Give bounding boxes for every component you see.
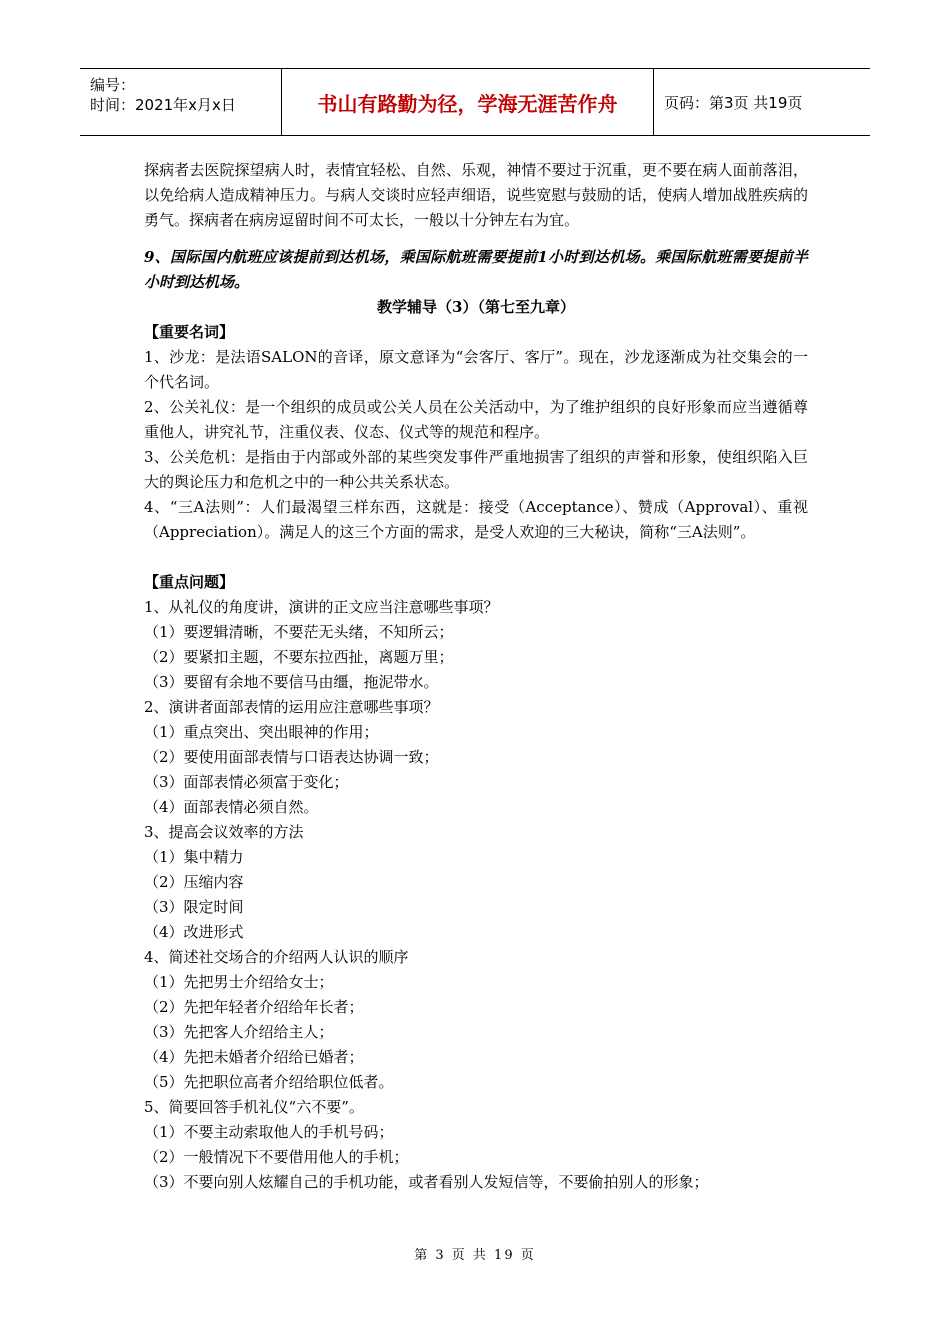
term-item: 1、沙龙：是法语SALON的音译，原文意译为“会客厅、客厅”。现在，沙龙逐渐成为社交集会的一个代名词。 [144,348,808,391]
question-line: （1）重点突出、突出眼神的作用； [144,723,379,741]
question-line: （4）改进形式 [144,923,244,941]
question-line: 5、简要回答手机礼仪“六不要”。 [144,1098,364,1116]
question-line: 4、简述社交场合的介绍两人认识的顺序 [144,948,409,966]
header-date: 时间：2021年x月x日 [90,96,236,114]
question-line: （1）要逻辑清晰，不要茫无头绪，不知所云； [144,623,454,641]
header-motto: 书山有路勤为径，学海无涯苦作舟 [282,69,654,135]
question-line: （2）要紧扣主题，不要东拉西扯，离题万里； [144,648,454,666]
questions-heading: 【重点问题】 [144,573,235,591]
question-line: （3）面部表情必须富于变化； [144,773,349,791]
question-line: （4）先把未婚者介绍给已婚者； [144,1048,364,1066]
page-header [80,68,870,136]
question-line: （1）不要主动索取他人的手机号码； [144,1123,394,1141]
intro-paragraph: 探病者去医院探望病人时，表情宜轻松、自然、乐观，神情不要过于沉重，更不要在病人面前落泪，以免给病人造成精神压力。与病人交谈时应轻声细语，说些宽慰与鼓励的话，使病人增加战胜疾病的勇气。探病者在病房逗留时间不可太长，一般以十分钟左右为宜。 [144,161,808,229]
page-footer: 第 3 页 共 19 页 [414,1248,536,1263]
question-line: （3）要留有余地不要信马由缰，拖泥带水。 [144,673,439,691]
question-line: （3）限定时间 [144,898,244,916]
header-page-info: 页码：第3页 共19页 [664,93,803,112]
document-body [144,158,808,1195]
question-line: （5）先把职位高者介绍给职位低者。 [144,1073,394,1091]
question-line: 3、提高会议效率的方法 [144,823,304,841]
question-line: （4）面部表情必须自然。 [144,798,319,816]
term-item: 2、公关礼仪：是一个组织的成员或公关人员在公关活动中，为了维护组织的良好形象而应当遵循尊重他人，讲究礼节，注重仪表、仪态、仪式等的规范和程序。 [144,398,808,441]
terms-heading: 【重要名词】 [144,323,235,341]
question-line: （2）一般情况下不要借用他人的手机； [144,1148,409,1166]
header-meta [80,69,282,135]
question-line: （1）集中精力 [144,848,244,866]
bold-item-9: 9、国际国内航班应该提前到达机场，乘国际航班需要提前1小时到达机场。乘国际航班需要提前半小时到达机场。 [144,248,808,291]
term-item: 3、公关危机：是指由于内部或外部的某些突发事件严重地损害了组织的声誉和形象，使组织陷入巨大的舆论压力和危机之中的一种公共关系状态。 [144,448,808,491]
section-title: 教学辅导（3）（第七至九章） [377,298,575,316]
question-line: （1）先把男士介绍给女士； [144,973,334,991]
header-number: 编号： [90,76,136,94]
question-line: 2、演讲者面部表情的运用应注意哪些事项？ [144,698,439,716]
question-line: （2）先把年轻者介绍给年长者； [144,998,364,1016]
question-line: （2）要使用面部表情与口语表达协调一致； [144,748,439,766]
question-line: 1、从礼仪的角度讲，演讲的正文应当注意哪些事项？ [144,598,499,616]
question-line: （3）先把客人介绍给主人； [144,1023,334,1041]
question-line: （3）不要向别人炫耀自己的手机功能，或者看别人发短信等，不要偷拍别人的形象； [144,1173,709,1191]
term-item: 4、“三A法则”：人们最渴望三样东西，这就是：接受（Acceptance）、赞成（Approval）、重视（Appreciation）。满足人的这三个方面的需求，是受人欢迎的三大秘诀，简称“三A法则”。 [144,498,808,541]
question-line: （2）压缩内容 [144,873,244,891]
